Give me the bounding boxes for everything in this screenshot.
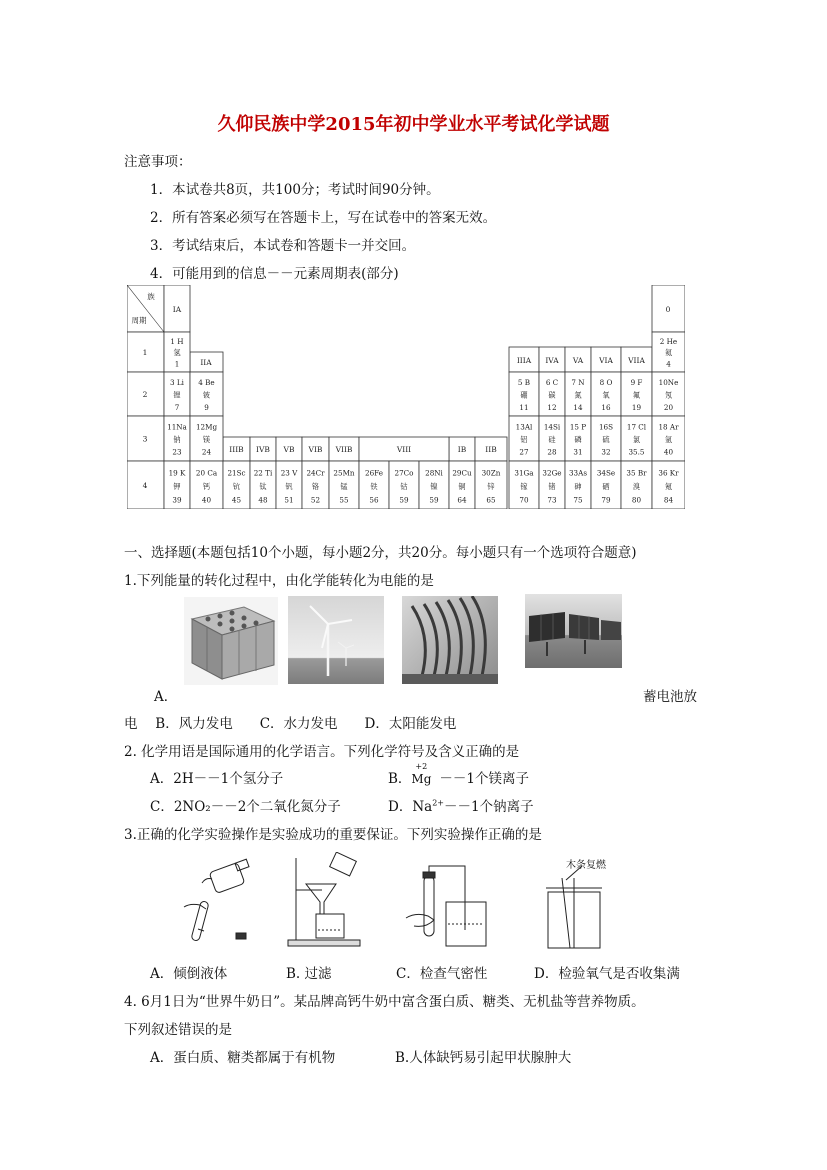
fig-label: 木条复燃 — [566, 860, 606, 871]
element-name: 锰 — [340, 481, 348, 491]
question-stem: 4. 6月1日为“世界牛奶日”。某品牌高钙牛奶中富含蛋白质、糖类、无机盐等营养物质。 — [124, 994, 645, 1010]
element-name: 硫 — [602, 435, 610, 445]
group-label: IIIA — [516, 356, 532, 365]
element-name: 硼 — [520, 390, 528, 400]
element-symbol: 14Si — [543, 422, 561, 432]
element-mass: 56 — [369, 495, 379, 505]
element-symbol: 31Ga — [514, 468, 534, 478]
element-symbol: 29Cu — [452, 468, 472, 478]
element-name: 镍 — [430, 481, 438, 491]
element-mass: 40 — [201, 495, 212, 505]
notes-heading: 注意事项： — [124, 154, 192, 170]
q3-option-d: D．检验氧气是否收集满 — [534, 966, 680, 982]
element-mass: 70 — [519, 495, 529, 505]
element-symbol: 15 P — [569, 422, 587, 432]
corner-label-group: 族 — [147, 292, 155, 301]
q2-b-charge: +2 — [415, 762, 428, 771]
element-mass: 19 — [631, 402, 642, 412]
element-mass: 48 — [258, 495, 268, 505]
element-name: 氧 — [602, 390, 610, 400]
element-mass: 32 — [601, 447, 611, 457]
q2-d-charge: 2+ — [432, 798, 444, 808]
section-heading: 一、选择题(本题包括10个小题，每小题2分，共20分。每小题只有一个选项符合题意) — [124, 545, 637, 561]
group-label: IIA — [200, 358, 212, 367]
element-name: 锂 — [173, 390, 181, 400]
element-symbol: 13Al — [515, 422, 533, 432]
element-symbol: 23 V — [280, 468, 298, 478]
group-label: IIB — [485, 445, 497, 454]
element-mass: 20 — [663, 402, 674, 412]
element-name: 磷 — [574, 435, 582, 445]
element-symbol: 35 Br — [626, 468, 647, 478]
element-mass: 59 — [399, 495, 409, 505]
element-mass: 75 — [573, 495, 583, 505]
element-symbol: 17 Cl — [626, 422, 647, 432]
element-mass: 31 — [573, 447, 583, 457]
q4-option-a: A．蛋白质、糖类都属于有机物 — [150, 1050, 336, 1066]
element-name: 钪 — [232, 481, 241, 491]
question-stem: 2. 化学用语是国际通用的化学语言。下列化学符号及含义正确的是 — [124, 744, 520, 760]
element-symbol: 12Mg — [195, 422, 218, 432]
q2-option-a: A．2H－－1个氢分子 — [150, 771, 284, 787]
group-label: IVB — [256, 445, 270, 454]
element-symbol: 9 F — [630, 378, 643, 388]
element-mass: 7 — [174, 402, 180, 412]
element-mass: 28 — [547, 447, 557, 457]
q1-option-a-text: 蓄电池放 — [643, 689, 697, 705]
question-stem: 3.正确的化学实验操作是实验成功的重要保证。下列实验操作正确的是 — [124, 827, 542, 843]
q2-option-b — [388, 762, 529, 787]
element-symbol: 2 He — [659, 337, 678, 346]
element-mass: 24 — [201, 447, 212, 457]
element-name: 锗 — [548, 481, 556, 491]
element-symbol: 19 K — [168, 468, 186, 478]
group-label: VA — [572, 356, 584, 365]
period-label: 1 — [142, 348, 148, 357]
group-label: VB — [283, 445, 295, 454]
element-name: 钠 — [173, 435, 181, 445]
q2-d-prefix: D．Na — [388, 799, 433, 815]
element-mass: 65 — [486, 495, 496, 505]
element-symbol: 28Ni — [425, 468, 443, 478]
battery-image — [184, 597, 278, 685]
element-name: 钛 — [259, 481, 267, 491]
element-name: 氪 — [664, 481, 673, 491]
group-label: VIIA — [628, 356, 645, 365]
element-name: 铬 — [311, 481, 320, 491]
element-symbol: 1 H — [170, 337, 184, 346]
element-mass: 84 — [663, 495, 674, 505]
element-symbol: 5 B — [517, 378, 531, 388]
element-name: 铜 — [458, 481, 466, 491]
question-stem-2: 下列叙述错误的是 — [124, 1022, 232, 1038]
element-mass: 45 — [231, 495, 242, 505]
element-symbol: 16S — [598, 422, 614, 432]
question-stem: 1.下列能量的转化过程中，由化学能转化为电能的是 — [124, 573, 434, 589]
element-mass: 14 — [573, 402, 583, 412]
element-mass: 73 — [547, 495, 557, 505]
element-symbol: 21Sc — [227, 468, 246, 478]
element-symbol: 20 Ca — [195, 468, 218, 478]
element-symbol: 7 N — [571, 378, 585, 388]
element-mass: 27 — [519, 447, 529, 457]
element-symbol: 36 Kr — [658, 468, 679, 478]
element-mass: 40 — [663, 447, 674, 457]
element-name: 硅 — [548, 435, 556, 445]
element-symbol: 26Fe — [365, 468, 383, 478]
element-name: 镁 — [202, 435, 211, 445]
element-symbol: 25Mn — [333, 468, 355, 478]
element-name: 钒 — [285, 481, 293, 491]
element-symbol: 22 Ti — [253, 468, 273, 478]
element-mass: 59 — [429, 495, 439, 505]
element-name: 镓 — [520, 481, 528, 491]
pour-liquid-figure — [174, 857, 264, 947]
element-name: 锌 — [487, 481, 495, 491]
group-label: IB — [457, 445, 467, 454]
element-name: 钾 — [173, 481, 181, 491]
element-name: 碳 — [548, 390, 556, 400]
element-mass: 12 — [547, 402, 557, 412]
element-name: 氩 — [664, 435, 673, 445]
q2-d-text: －－1个钠离子 — [443, 799, 534, 815]
element-name: 氖 — [664, 390, 673, 400]
element-name: 氢 — [173, 348, 181, 358]
element-mass: 11 — [519, 402, 529, 412]
element-name: 砷 — [574, 481, 582, 491]
element-symbol: 3 Li — [170, 378, 184, 388]
element-name: 钙 — [202, 481, 211, 491]
group-label: VIII — [396, 445, 412, 454]
element-name: 氯 — [632, 435, 641, 445]
airtight-check-figure — [404, 862, 494, 952]
period-label: 3 — [142, 434, 148, 444]
element-mass: 55 — [339, 495, 349, 505]
element-mass: 1 — [174, 359, 180, 369]
element-mass: 64 — [457, 495, 467, 505]
element-name: 氟 — [632, 390, 641, 400]
element-symbol: 10Ne — [658, 378, 679, 388]
q3-option-c: C．检查气密性 — [396, 966, 488, 982]
element-mass: 79 — [601, 495, 611, 505]
corner-label-period: 周期 — [131, 316, 147, 325]
q3-option-a: A．倾倒液体 — [150, 966, 228, 982]
note-item: 1．本试卷共8页，共100分；考试时间90分钟。 — [150, 182, 440, 198]
q2-option-c: C．2NO₂－－2个二氧化氮分子 — [150, 799, 341, 815]
note-item: 3．考试结束后，本试卷和答题卡一并交回。 — [150, 238, 416, 254]
q2-b-prefix: B． — [388, 771, 412, 787]
note-item: 4．可能用到的信息－－元素周期表(部分) — [150, 266, 399, 282]
element-name: 铍 — [202, 390, 211, 400]
element-symbol: 4 Be — [198, 378, 215, 388]
element-mass: 80 — [631, 495, 642, 505]
element-mass: 39 — [172, 495, 182, 505]
element-name: 氦 — [664, 348, 673, 358]
q2-option-d — [388, 795, 534, 815]
filtration-figure — [282, 852, 372, 950]
period-label: 4 — [142, 481, 148, 490]
element-symbol: 11Na — [167, 422, 187, 432]
element-name: 硒 — [602, 481, 610, 491]
element-symbol: 6 C — [545, 378, 559, 388]
oxygen-check-figure — [538, 862, 628, 954]
note-item: 2．所有答案必须写在答题卡上，写在试卷中的答案无效。 — [150, 210, 497, 226]
group-label: 0 — [665, 305, 671, 314]
element-symbol: 33As — [568, 468, 588, 478]
group-label: VIIB — [335, 445, 353, 454]
element-name: 氮 — [574, 390, 582, 400]
q1-options: 电 B．风力发电 C．水力发电 D．太阳能发电 — [124, 716, 457, 732]
element-symbol: 32Ge — [542, 468, 562, 478]
element-name: 溴 — [632, 481, 641, 491]
element-symbol: 34Se — [596, 468, 616, 478]
group-label: VIB — [308, 445, 323, 454]
element-symbol: 27Co — [394, 468, 414, 478]
wind-turbine-image — [288, 596, 384, 684]
solar-panel-image — [525, 594, 622, 668]
periodic-table — [127, 285, 685, 509]
q3-option-b: B. 过滤 — [286, 966, 332, 982]
group-label: VIA — [599, 356, 613, 365]
element-symbol: 24Cr — [306, 468, 325, 478]
element-mass: 9 — [204, 402, 209, 412]
group-label: IA — [172, 305, 182, 314]
element-symbol: 30Zn — [481, 468, 501, 478]
q2-b-text: －－1个镁离子 — [439, 771, 529, 787]
page-title: 久仰民族中学2015年初中学业水平考试化学试题 — [217, 114, 610, 135]
element-symbol: 8 O — [599, 378, 613, 388]
element-name: 铝 — [520, 435, 528, 445]
element-mass: 23 — [172, 447, 182, 457]
element-mass: 52 — [310, 495, 321, 505]
q4-option-b: B.人体缺钙易引起甲状腺肿大 — [395, 1050, 572, 1066]
q1-option-a: A． — [154, 689, 178, 705]
group-label: IVA — [545, 356, 559, 365]
period-label: 2 — [142, 390, 148, 399]
element-mass: 16 — [601, 402, 611, 412]
hydro-image — [402, 596, 498, 684]
q2-b-symbol: Mg — [411, 772, 432, 786]
element-name: 钴 — [400, 481, 408, 491]
group-label: IIIB — [229, 445, 244, 454]
element-mass: 35.5 — [628, 447, 645, 457]
element-mass: 51 — [284, 495, 294, 505]
element-symbol: 18 Ar — [658, 422, 679, 432]
element-name: 铁 — [370, 481, 378, 491]
element-mass: 4 — [666, 359, 671, 369]
